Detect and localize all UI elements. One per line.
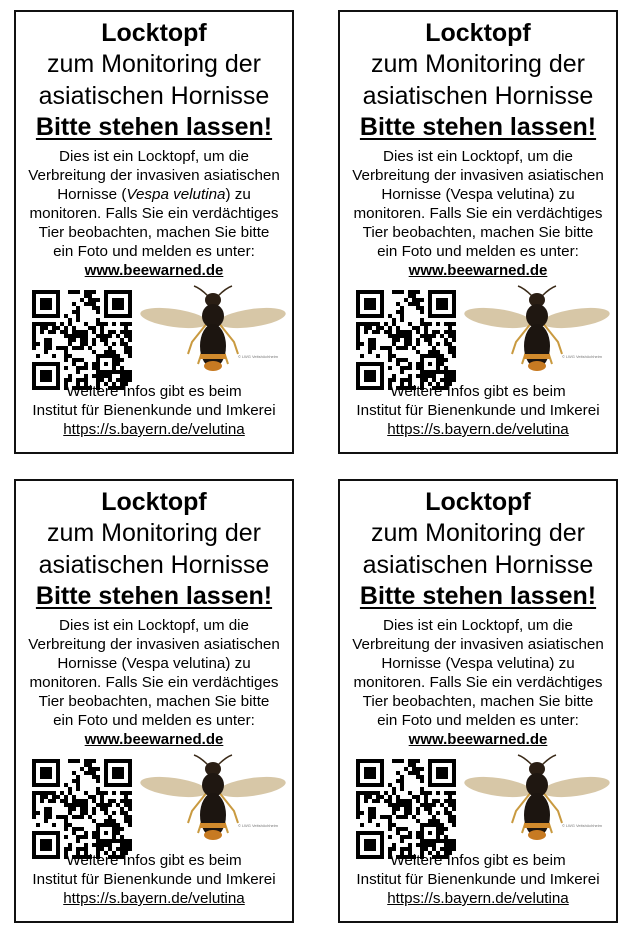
body-line: monitoren. Falls Sie ein verdächtiges: [353, 205, 603, 222]
body-line: Dies ist ein Locktopf, um die: [383, 148, 573, 165]
wing: [139, 773, 209, 800]
body-line: monitoren. Falls Sie ein verdächtiges: [29, 205, 279, 222]
body-line: Dies ist ein Locktopf, um die: [383, 617, 573, 634]
photo-credit: © LWG Veitshöchheim: [238, 823, 278, 828]
card-media: [16, 753, 292, 861]
hornet-photo: [462, 753, 614, 853]
antenna: [194, 755, 208, 765]
footer-line: Weitere Infos gibt es beim: [66, 852, 242, 869]
abdomen-tip: [204, 361, 222, 371]
body-text: ) zu: [549, 655, 575, 672]
wing: [541, 304, 611, 331]
do-not-remove-notice: Bitte stehen lassen!: [359, 582, 597, 610]
do-not-remove-notice: Bitte stehen lassen!: [35, 582, 273, 610]
info-url-link[interactable]: https://s.bayern.de/velutina: [387, 890, 569, 907]
antenna: [518, 755, 532, 765]
body-line: monitoren. Falls Sie ein verdächtiges: [29, 674, 279, 691]
body-text: Hornisse (: [57, 655, 127, 672]
website-link[interactable]: www.beewarned.de: [84, 262, 224, 279]
abdomen-band: [200, 354, 226, 359]
card-body: [16, 147, 292, 281]
body-line: ein Foto und melden es unter:: [53, 712, 255, 729]
body-line: Tier beobachten, machen Sie bitte: [362, 693, 594, 710]
card-subtitle-line: zum Monitoring der: [47, 519, 261, 547]
abdomen-tip: [528, 830, 546, 840]
species-name: Vespa velutina: [126, 186, 226, 203]
footer-line: Institut für Bienenkunde und Imkerei: [32, 871, 276, 888]
qr-code[interactable]: [356, 290, 456, 390]
body-line: ein Foto und melden es unter:: [53, 243, 255, 260]
flyer-card: [338, 10, 618, 454]
abdomen-band: [200, 823, 226, 828]
body-line: Verbreitung der invasiven asiatischen: [28, 167, 280, 184]
species-name: Vespa velutina: [450, 655, 550, 672]
body-line: [346, 185, 610, 204]
wing: [541, 773, 611, 800]
footer-line: Institut für Bienenkunde und Imkerei: [356, 402, 600, 419]
abdomen-band: [524, 354, 550, 359]
photo-credit: © LWG Veitshöchheim: [238, 354, 278, 359]
wing: [217, 773, 287, 800]
body-text: ) zu: [225, 186, 251, 203]
body-line: Tier beobachten, machen Sie bitte: [38, 693, 270, 710]
flyer-card: [338, 479, 618, 923]
info-url-link[interactable]: https://s.bayern.de/velutina: [63, 890, 245, 907]
card-subtitle-line: asiatischen Hornisse: [362, 551, 594, 579]
body-line: Verbreitung der invasiven asiatischen: [352, 167, 604, 184]
qr-code[interactable]: [32, 290, 132, 390]
antenna: [218, 286, 232, 296]
card-subtitle-line: asiatischen Hornisse: [362, 82, 594, 110]
qr-code[interactable]: [32, 759, 132, 859]
species-name: Vespa velutina: [126, 655, 226, 672]
website-link[interactable]: www.beewarned.de: [408, 731, 548, 748]
abdomen-tip: [204, 830, 222, 840]
do-not-remove-notice: Bitte stehen lassen!: [35, 113, 273, 141]
card-footer: [340, 382, 616, 439]
card-subtitle-line: asiatischen Hornisse: [38, 551, 270, 579]
footer-line: Weitere Infos gibt es beim: [66, 383, 242, 400]
footer-line: Weitere Infos gibt es beim: [390, 852, 566, 869]
card-body: [340, 147, 616, 281]
wing: [463, 304, 533, 331]
card-body: [16, 616, 292, 750]
body-line: Dies ist ein Locktopf, um die: [59, 148, 249, 165]
body-line: monitoren. Falls Sie ein verdächtiges: [353, 674, 603, 691]
body-line: [22, 654, 286, 673]
species-name: Vespa velutina: [450, 186, 550, 203]
card-body: [340, 616, 616, 750]
card-subtitle-line: zum Monitoring der: [371, 519, 585, 547]
card-title: Locktopf: [425, 488, 531, 516]
card-title: Locktopf: [101, 19, 207, 47]
card-media: [340, 284, 616, 392]
body-line: Dies ist ein Locktopf, um die: [59, 617, 249, 634]
wing: [217, 304, 287, 331]
flyer-card: [14, 10, 294, 454]
hornet-photo: [462, 284, 614, 384]
do-not-remove-notice: Bitte stehen lassen!: [359, 113, 597, 141]
website-link[interactable]: www.beewarned.de: [84, 731, 224, 748]
card-subtitle-line: zum Monitoring der: [371, 50, 585, 78]
card-footer: [340, 851, 616, 908]
info-url-link[interactable]: https://s.bayern.de/velutina: [63, 421, 245, 438]
card-media: [340, 753, 616, 861]
body-line: Verbreitung der invasiven asiatischen: [28, 636, 280, 653]
body-line: ein Foto und melden es unter:: [377, 243, 579, 260]
antenna: [542, 755, 556, 765]
body-text: Hornisse (: [381, 186, 451, 203]
card-subtitle-line: zum Monitoring der: [47, 50, 261, 78]
body-line: Verbreitung der invasiven asiatischen: [352, 636, 604, 653]
wing: [463, 773, 533, 800]
body-text: ) zu: [549, 186, 575, 203]
abdomen-tip: [528, 361, 546, 371]
antenna: [218, 755, 232, 765]
card-subtitle-line: asiatischen Hornisse: [38, 82, 270, 110]
card-footer: [16, 851, 292, 908]
antenna: [518, 286, 532, 296]
hornet-photo: [138, 284, 290, 384]
body-line: [346, 654, 610, 673]
body-text: Hornisse (: [381, 655, 451, 672]
footer-line: Weitere Infos gibt es beim: [390, 383, 566, 400]
footer-line: Institut für Bienenkunde und Imkerei: [32, 402, 276, 419]
card-media: [16, 284, 292, 392]
qr-code[interactable]: [356, 759, 456, 859]
footer-line: Institut für Bienenkunde und Imkerei: [356, 871, 600, 888]
card-title: Locktopf: [101, 488, 207, 516]
card-title: Locktopf: [425, 19, 531, 47]
photo-credit: © LWG Veitshöchheim: [562, 823, 602, 828]
body-line: Tier beobachten, machen Sie bitte: [38, 224, 270, 241]
body-line: [22, 185, 286, 204]
body-text: ) zu: [225, 655, 251, 672]
body-line: ein Foto und melden es unter:: [377, 712, 579, 729]
body-line: Tier beobachten, machen Sie bitte: [362, 224, 594, 241]
hornet-photo: [138, 753, 290, 853]
antenna: [542, 286, 556, 296]
website-link[interactable]: www.beewarned.de: [408, 262, 548, 279]
body-text: Hornisse (: [57, 186, 127, 203]
abdomen-band: [524, 823, 550, 828]
wing: [139, 304, 209, 331]
card-footer: [16, 382, 292, 439]
photo-credit: © LWG Veitshöchheim: [562, 354, 602, 359]
info-url-link[interactable]: https://s.bayern.de/velutina: [387, 421, 569, 438]
antenna: [194, 286, 208, 296]
flyer-card: [14, 479, 294, 923]
